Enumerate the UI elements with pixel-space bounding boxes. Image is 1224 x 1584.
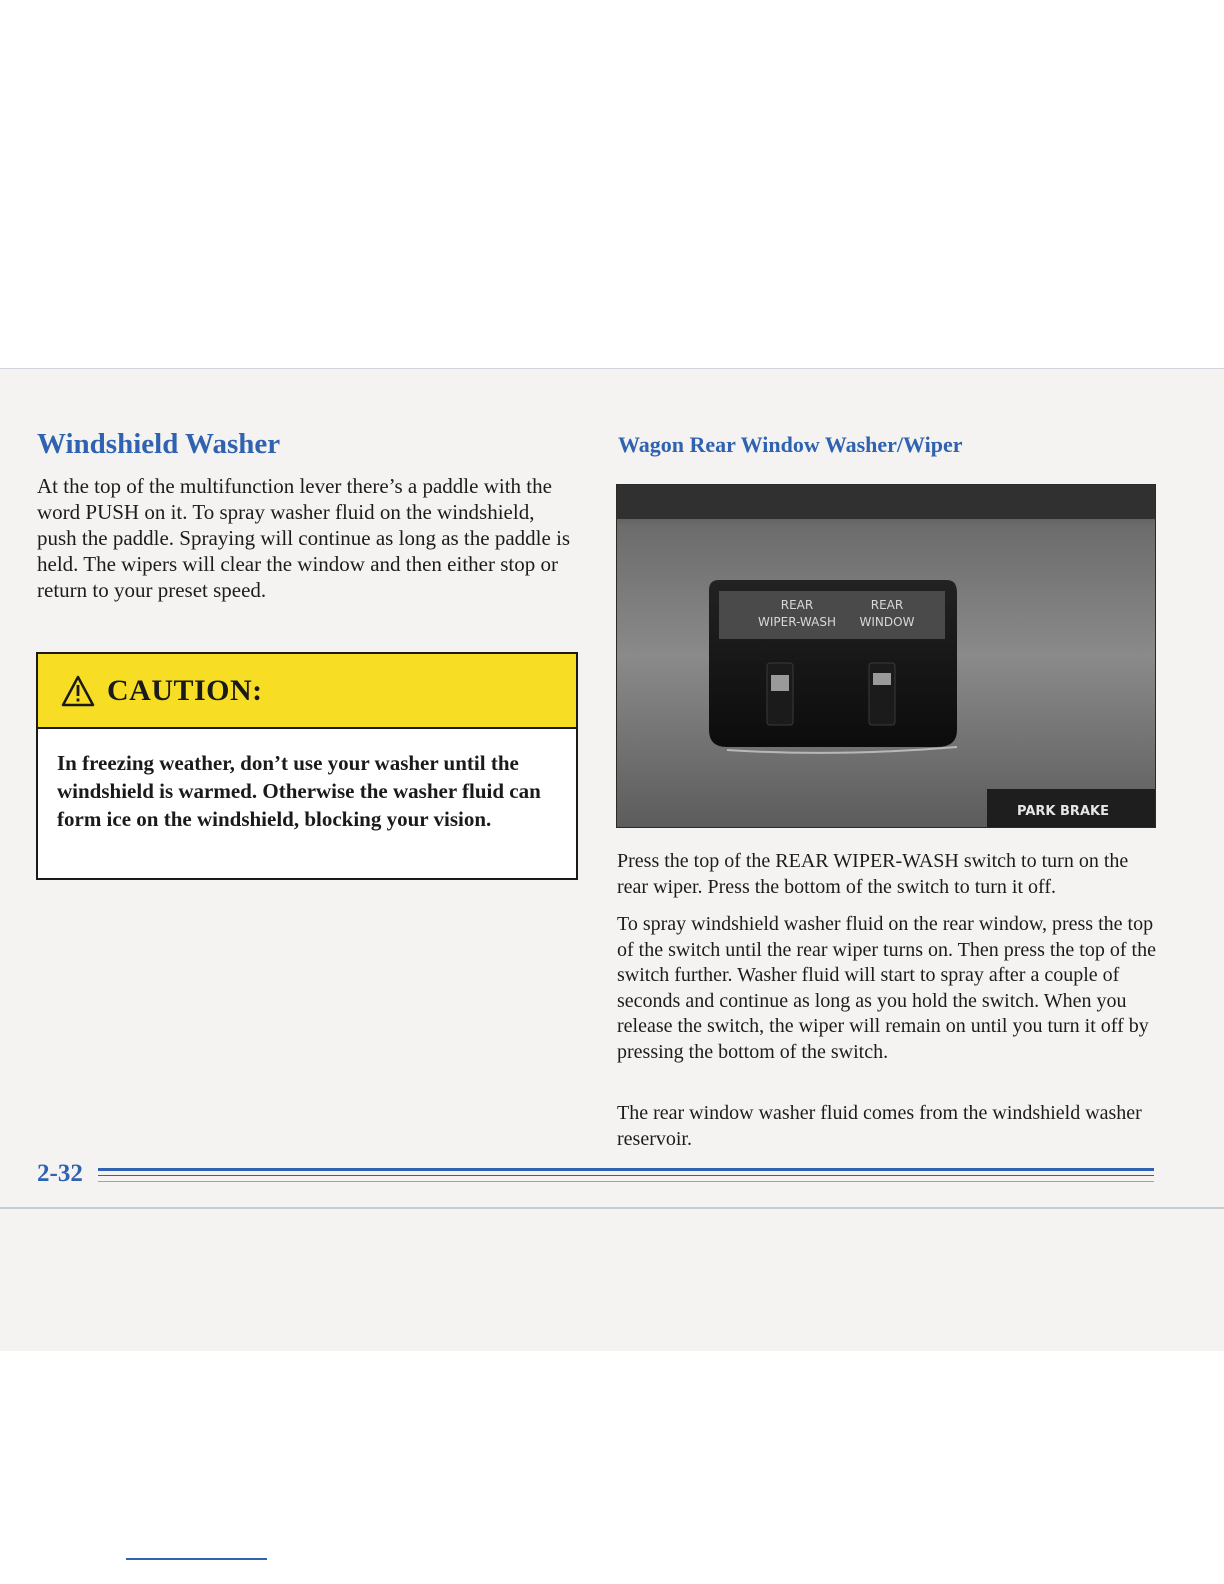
page-lower-background [0, 1210, 1224, 1350]
windshield-washer-heading: Windshield Washer [37, 428, 281, 460]
park-brake-label: PARK BRAKE [1017, 804, 1109, 819]
rear-paragraph-1: Press the top of the REAR WIPER-WASH switch to turn on the rear wiper. Press the bottom of the switch to turn it off. [617, 850, 1129, 898]
footer-rule-thin [98, 1175, 1154, 1176]
warning-triangle-icon [61, 675, 95, 707]
caution-header [38, 654, 576, 729]
rear-window-switch[interactable] [869, 663, 895, 725]
bottom-underline [126, 1558, 267, 1560]
rear-wiper-wash-switch-top [771, 675, 789, 691]
dashboard-top-edge [617, 485, 1155, 519]
page-edge-line [0, 1207, 1224, 1209]
label-rear-left: REAR [780, 598, 814, 612]
page-number: 2-32 [37, 1160, 83, 1187]
windshield-washer-paragraph: At the top of the multifunction lever there’s a paddle with the word PUSH on it. To spray washer fluid on the windshield, push the paddle. Spraying will continue as long as the paddle is held. The wipers will clear the window and then either stop or return to your preset speed. [37, 474, 571, 602]
label-rear-right: REAR [870, 598, 904, 612]
rear-paragraph-3: The rear window washer fluid comes from the windshield washer reservoir. [617, 1102, 1142, 1150]
caution-title: CAUTION: [107, 673, 263, 707]
footer-rule-thick [98, 1168, 1154, 1171]
footer-rule-light [98, 1181, 1154, 1182]
rear-paragraph-2: To spray windshield washer fluid on the rear window, press the top of the switch until the rear wiper turns on. Then press the top of the switch further. Washer fluid will start to spray after a couple of seconds and continue as long as you hold the switch. When you release the switch, the wiper will remain on until you turn it off by pressing the bottom of the switch. [617, 913, 1156, 1063]
rear-wiper-wash-switch[interactable] [767, 663, 793, 725]
rear-wiper-switch-photo [616, 484, 1156, 828]
rear-window-switch-top [873, 673, 891, 685]
rear-washer-heading: Wagon Rear Window Washer/Wiper [618, 432, 963, 457]
caution-box [36, 652, 578, 880]
caution-text: In freezing weather, don’t use your washer until the windshield is warmed. Otherwise the washer fluid can form ice on the windshield, blocking your vision. [57, 751, 541, 831]
label-window: WINDOW [859, 615, 915, 629]
label-wiper-wash: WIPER-WASH [758, 615, 836, 629]
